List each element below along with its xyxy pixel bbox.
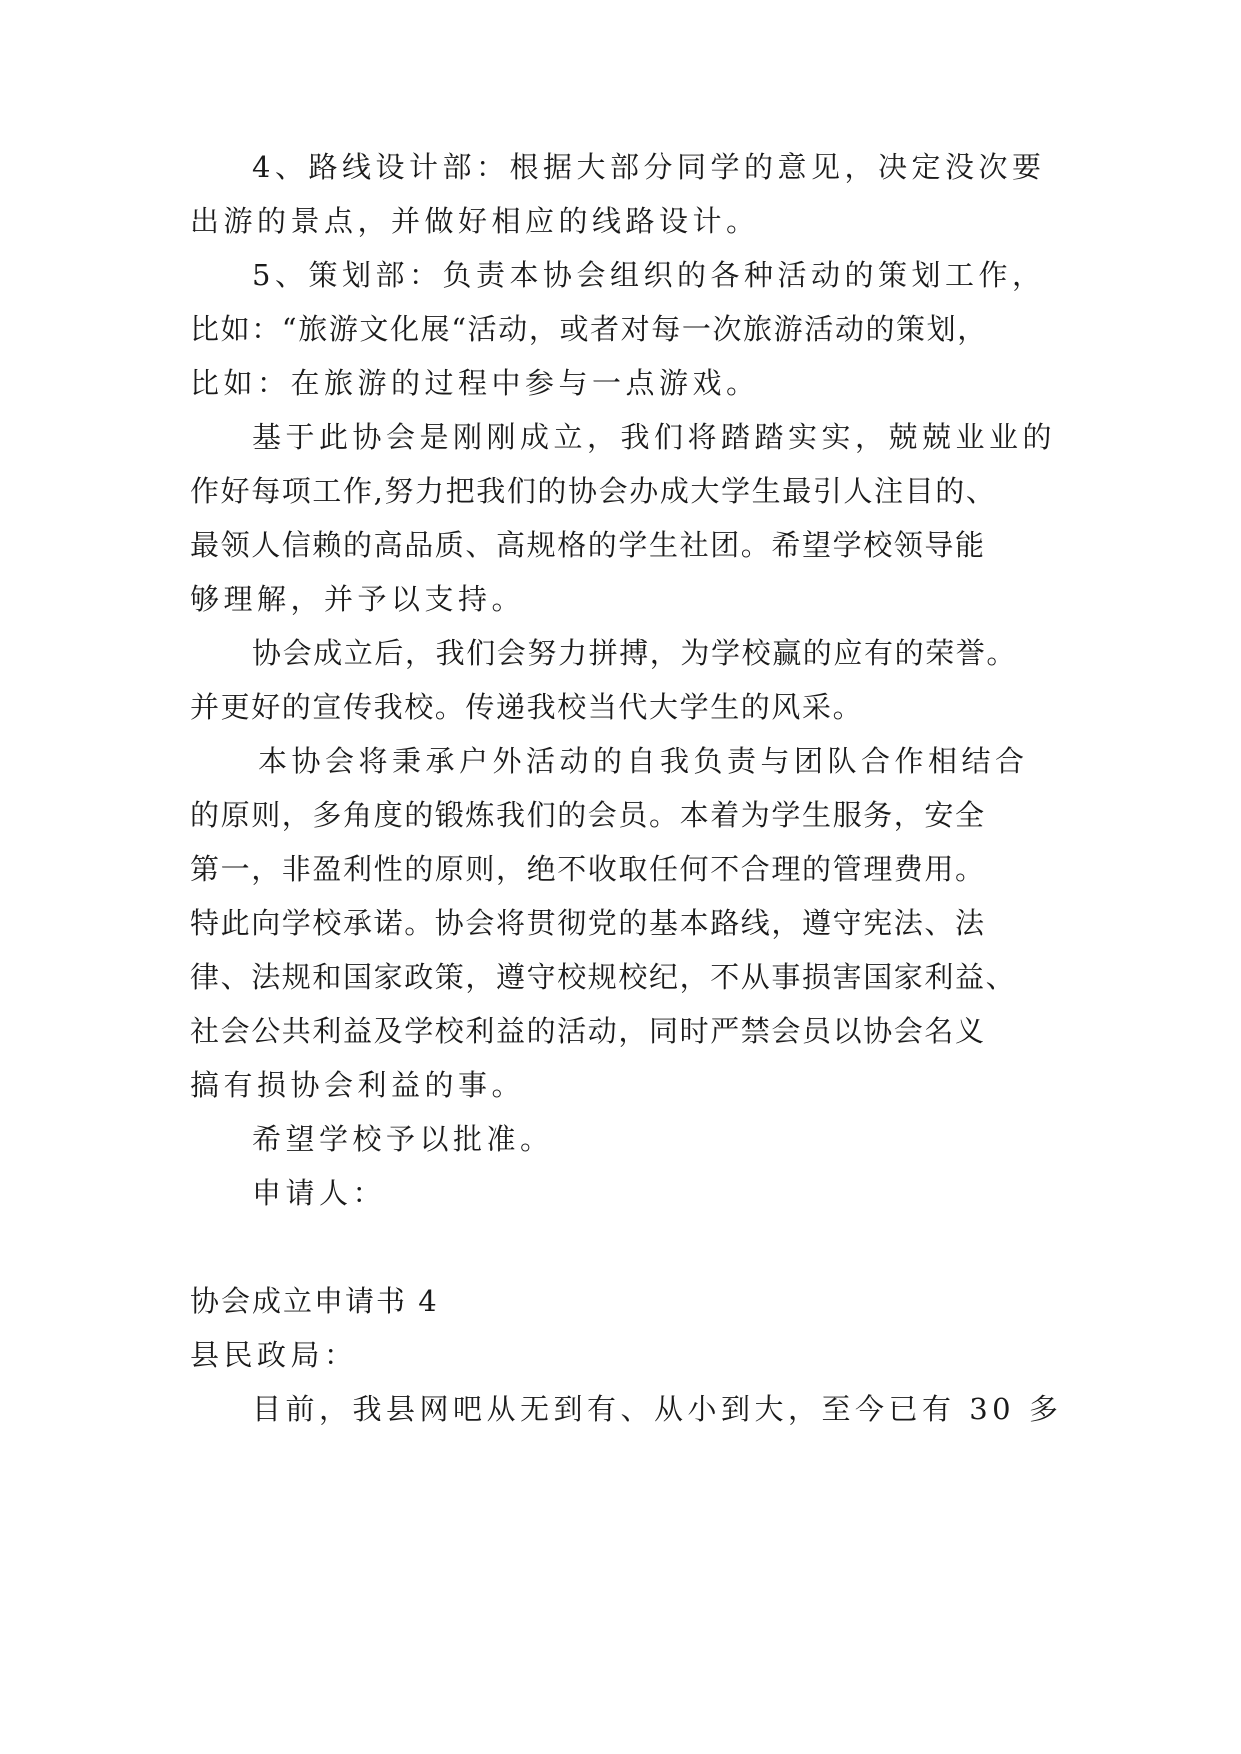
paragraph-line: 5、策划部：负责本协会组织的各种活动的策划工作， (252, 258, 1046, 292)
paragraph-line: 够理解，并予以支持。 (190, 582, 526, 616)
section-title: 协会成立申请书 4 (190, 1284, 439, 1318)
paragraph-line: 基于此协会是刚刚成立，我们将踏踏实实，兢兢业业的 (252, 420, 1057, 454)
paragraph-line: 搞有损协会利益的事。 (190, 1068, 526, 1102)
paragraph-line: 的原则，多角度的锻炼我们的会员。本着为学生服务，安全 (190, 798, 986, 832)
paragraph-line: 第一，非盈利性的原则，绝不收取任何不合理的管理费用。 (190, 852, 986, 886)
paragraph-line: 目前，我县网吧从无到有、从小到大，至今已有 30 多 (252, 1392, 1063, 1426)
paragraph-line: 比如：“旅游文化展“活动，或者对每一次旅游活动的策划， (190, 312, 988, 346)
paragraph-line: 出游的景点，并做好相应的线路设计。 (190, 204, 760, 238)
paragraph-line: 社会公共利益及学校利益的活动，同时严禁会员以协会名义 (190, 1014, 986, 1048)
paragraph-line: 希望学校予以批准。 (252, 1122, 554, 1156)
paragraph-line: 本协会将秉承户外活动的自我负责与团队合作相结合 (258, 744, 1029, 778)
paragraph-line: 律、法规和国家政策，遵守校规校纪，不从事损害国家利益、 (190, 960, 1017, 994)
paragraph-line: 并更好的宣传我校。传递我校当代大学生的风采。 (190, 690, 864, 724)
paragraph-line: 比如：在旅游的过程中参与一点游戏。 (190, 366, 760, 400)
paragraph-line: 作好每项工作,努力把我们的协会办成大学生最引人注目的、 (190, 474, 997, 508)
paragraph-line: 最领人信赖的高品质、高规格的学生社团。希望学校领导能 (190, 528, 986, 562)
paragraph-line: 协会成立后，我们会努力拼搏，为学校赢的应有的荣誉。 (252, 636, 1018, 670)
recipient-line: 县民政局： (190, 1338, 358, 1372)
paragraph-line: 4、路线设计部：根据大部分同学的意见，决定没次要 (252, 150, 1046, 184)
paragraph-line: 特此向学校承诺。协会将贯彻党的基本路线，遵守宪法、法 (190, 906, 986, 940)
applicant-label: 申请人： (252, 1176, 387, 1210)
